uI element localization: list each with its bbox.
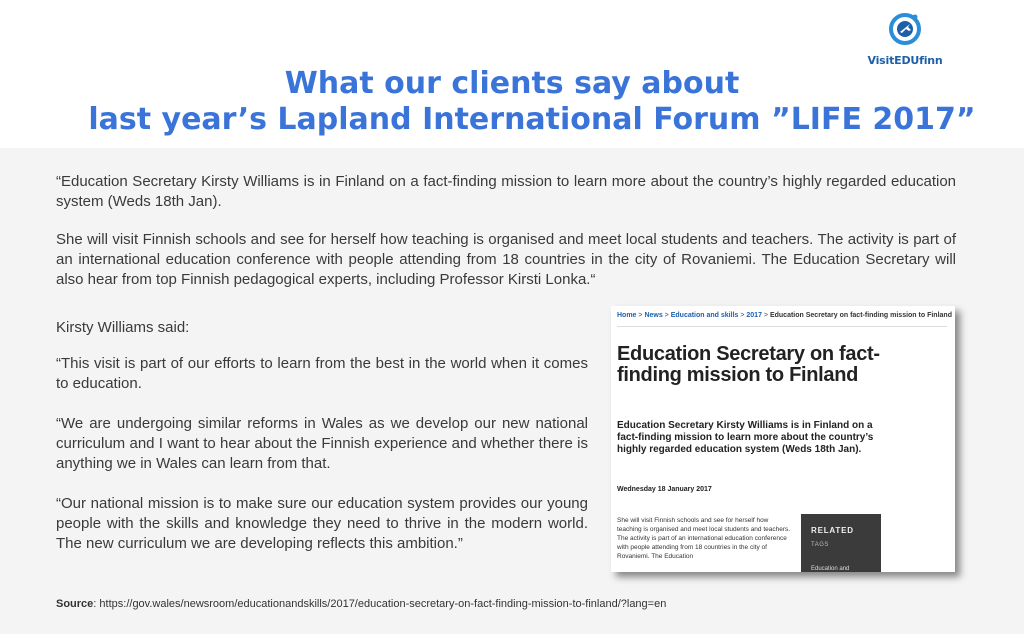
article-title: Education Secretary on fact-finding mission to Finland [617, 343, 880, 386]
related-box [801, 514, 881, 572]
visitedufinn-logo [860, 12, 950, 72]
breadcrumb-year[interactable]: 2017 [746, 312, 762, 319]
article-screenshot [611, 306, 955, 572]
quote-2: “We are undergoing similar reforms in Wales as we develop our new national curriculum and I want to hear about the Finnish experience and whether there is anything we in Wales can learn from that. [56, 415, 588, 472]
related-tags: TAGS [811, 542, 829, 548]
page-title [0, 66, 1024, 138]
article-lead: Education Secretary Kirsty Williams is in Finland on a fact-finding mission to learn more about the country’s highly regarded education system (Weds 18th Jan). [617, 420, 874, 455]
breadcrumb: Home > News > Education and skills > 2017 > Education Secretary on fact-finding mission to Finland [617, 312, 952, 319]
title-line-2: last year’s Lapland International Forum ”LIFE 2017” [88, 102, 976, 137]
breadcrumb-home[interactable]: Home [617, 312, 637, 319]
related-heading: RELATED [811, 526, 854, 535]
breadcrumb-education[interactable]: Education and skills [670, 312, 739, 319]
quote-1: “This visit is part of our efforts to learn from the best in the world when it comes to education. [56, 355, 588, 392]
intro-paragraph: “Education Secretary Kirsty Williams is in Finland on a fact-finding mission to learn more about the country’s highly regarded education system (Weds 18th Jan). [56, 173, 956, 210]
quote-3: “Our national mission is to make sure our education system provides our young people with the skills and knowledge they need to thrive in the modern world. The new curriculum we are developing reflects this ambition.” [56, 495, 588, 552]
source-line: Source: https://gov.wales/newsroom/educationandskills/2017/education-secretary-on-fact-finding-mission-to-finland/?lang=en [56, 598, 667, 610]
article-date: Wednesday 18 January 2017 [617, 486, 712, 493]
title-line-1: What our clients say about [284, 66, 740, 101]
visit-paragraph: She will visit Finnish schools and see for herself how teaching is organised and meet local students and teachers. The activity is part of an international education conference with people attending from 18 countries in the city of Rovaniemi. The Education Secretary will also hear from top Finnish pedagogical experts, including Professor Kirsti Lonka.“ [56, 231, 956, 288]
breadcrumb-current: Education Secretary on fact-finding mission to Finland [769, 312, 952, 319]
breadcrumb-news[interactable]: News [644, 312, 663, 319]
said-label: Kirsty Williams said: [56, 319, 190, 336]
source-url[interactable]: https://gov.wales/newsroom/educationandskills/2017/education-secretary-on-fact-finding-mission-to-finland/?lang=en [99, 598, 667, 610]
related-item[interactable]: Education and [811, 566, 850, 572]
logo-text: VisitEDUfinn [867, 54, 943, 67]
compass-plane-icon [888, 12, 922, 46]
breadcrumb-divider [617, 326, 947, 327]
article-body: She will visit Finnish schools and see for herself how teaching is organised and meet local students and teachers. The activity is part of an international education conference with people attending from 18 countries in the city of Rovaniemi. The Education [617, 517, 791, 560]
source-label: Source [56, 598, 94, 610]
